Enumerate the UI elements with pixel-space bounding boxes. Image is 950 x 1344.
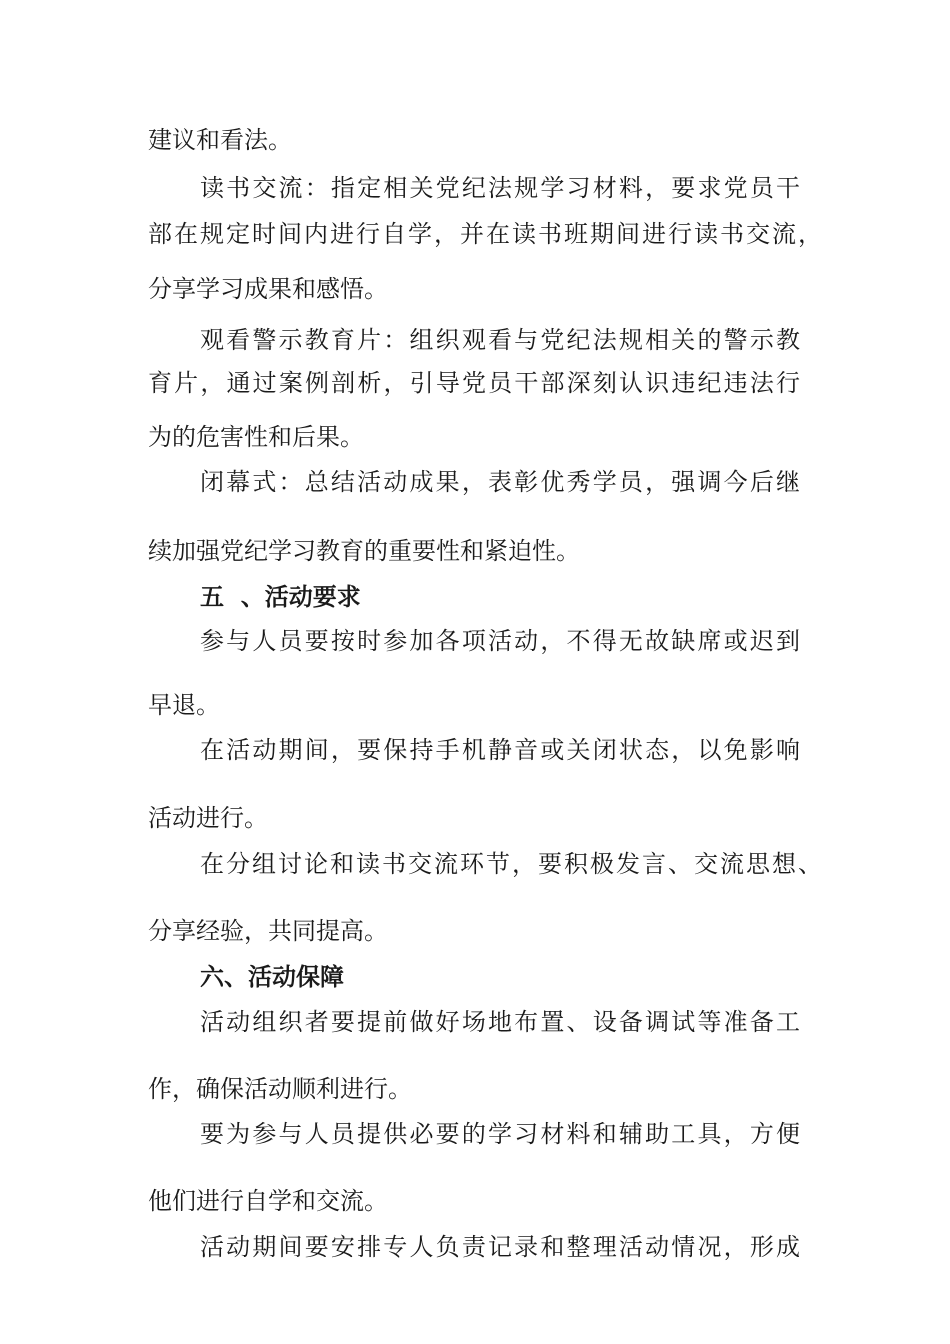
text-line: 他们进行自学和交流。 — [148, 1187, 388, 1215]
text-line: 参与人员要按时参加各项活动，不得无故缺席或迟到 — [200, 627, 803, 655]
text-line: 读书交流：指定相关党纪法规学习材料，要求党员干 — [200, 174, 803, 202]
text-line: 为的危害性和后果。 — [148, 423, 364, 451]
text-line: 建议和看法。 — [148, 126, 292, 154]
text-line: 要为参与人员提供必要的学习材料和辅助工具，方便 — [200, 1120, 803, 1148]
text-line: 续加强党纪学习教育的重要性和紧迫性。 — [148, 537, 580, 565]
text-line: 分享经验，共同提高。 — [148, 917, 388, 945]
text-line: 部在规定时间内进行自学，并在读书班期间进行读书交流， — [148, 220, 824, 248]
text-line: 育片，通过案例剖析，引导党员干部深刻认识违纪违法行 — [148, 369, 803, 397]
text-line: 活动组织者要提前做好场地布置、设备调试等准备工 — [200, 1008, 803, 1036]
text-line: 作，确保活动顺利进行。 — [148, 1075, 412, 1103]
text-line: 活动进行。 — [148, 804, 268, 832]
section-title: 五 、活动要求 — [200, 582, 361, 611]
text-line: 在活动期间，要保持手机静音或关闭状态，以免影响 — [200, 736, 803, 764]
text-line: 活动期间要安排专人负责记录和整理活动情况，形成 — [200, 1233, 803, 1261]
section-title: 六、活动保障 — [200, 962, 344, 991]
text-line: 分享学习成果和感悟。 — [148, 275, 388, 303]
text-line: 在分组讨论和读书交流环节，要积极发言、交流思想、 — [200, 850, 824, 878]
text-line: 早退。 — [148, 691, 220, 719]
text-line: 观看警示教育片：组织观看与党纪法规相关的警示教 — [200, 326, 803, 354]
text-line: 闭幕式：总结活动成果，表彰优秀学员，强调今后继 — [200, 468, 803, 496]
